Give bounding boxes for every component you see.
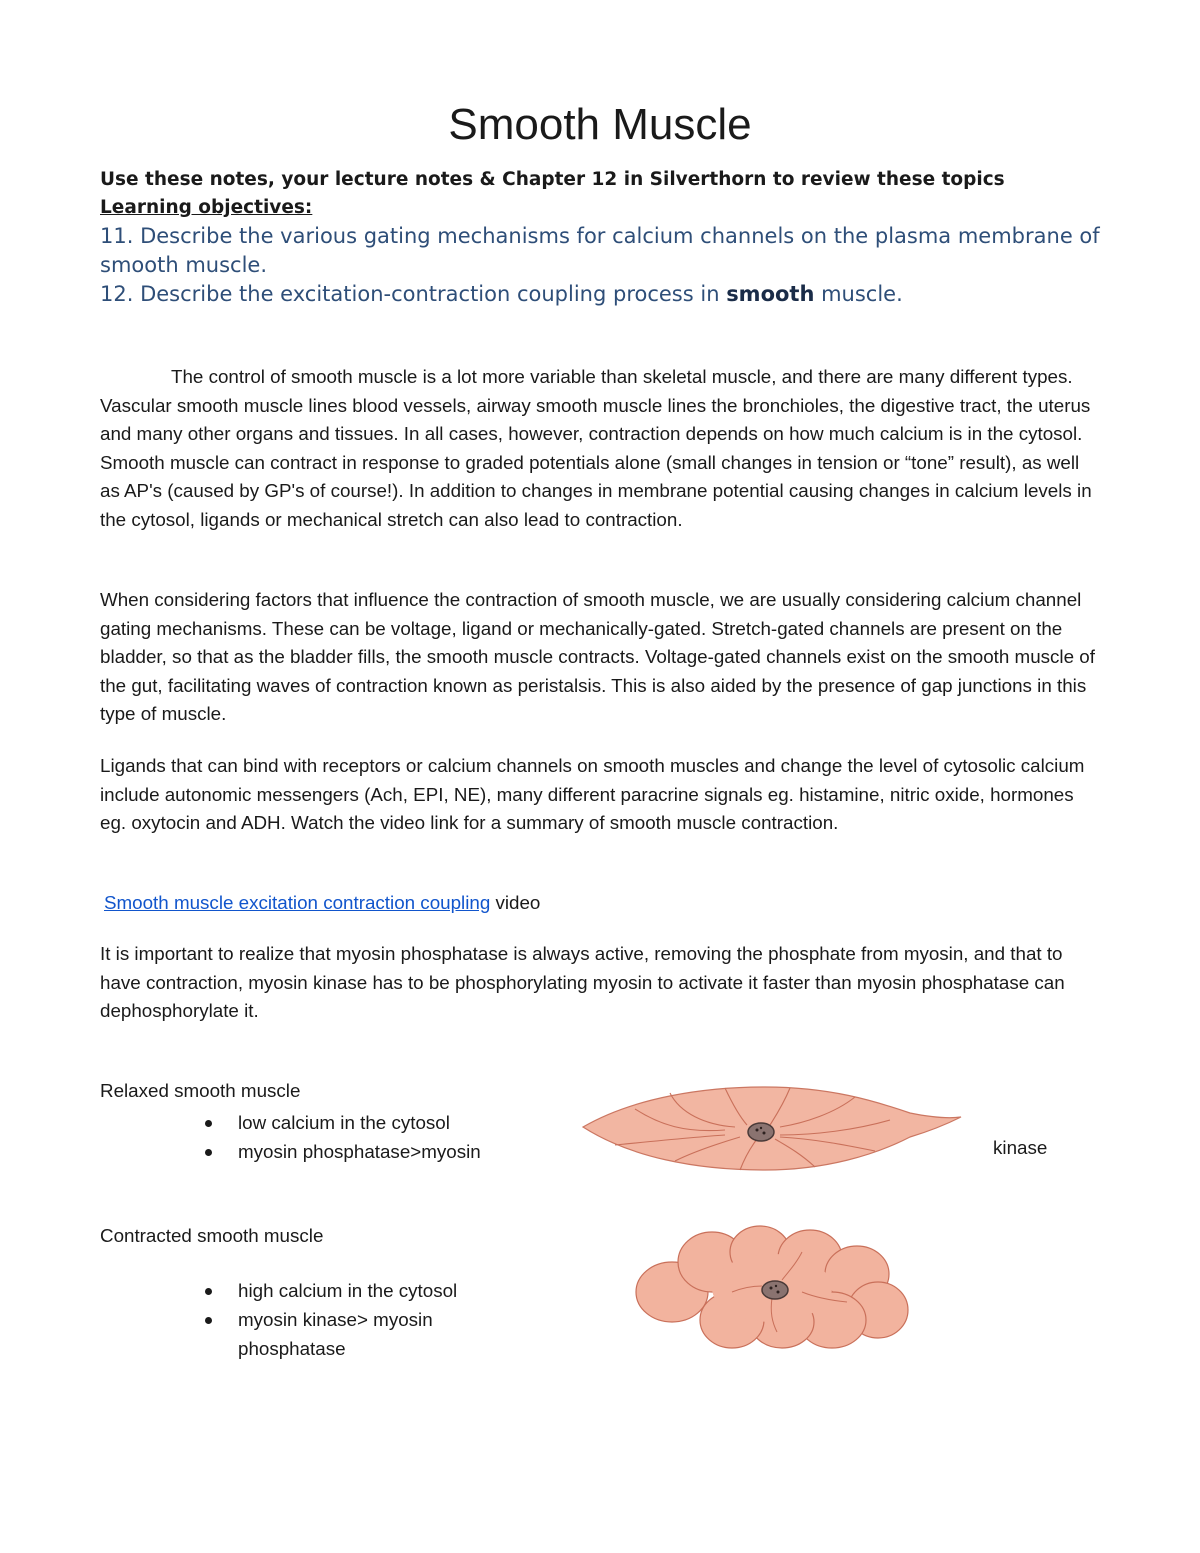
- contracted-cell-illustration: [632, 1222, 914, 1352]
- video-suffix: video: [490, 892, 541, 913]
- learning-objectives: [100, 222, 1100, 309]
- contracted-nucleus: [762, 1281, 788, 1299]
- objective-12-text: 12. Describe the excitation-contraction coupling process in: [100, 282, 727, 306]
- relaxed-bullets: [238, 1108, 481, 1166]
- contracted-bullet-enzyme-line1: myosin kinase> myosin: [238, 1309, 433, 1330]
- objective-12-end: muscle.: [814, 282, 903, 306]
- intro-text: [100, 166, 1110, 222]
- relaxed-nucleus: [748, 1123, 774, 1141]
- video-line: [104, 889, 1104, 918]
- paragraph-control: The control of smooth muscle is a lot more variable than skeletal muscle, and there are many different types. Vascular smooth muscle lines blood vessels, airway smooth muscle lines the bronchioles, the digestive tract, the uterus and many other organs and tissues. In all cases, however, contraction depends on how much calcium is in the cytosol. Smooth muscle can contract in response to graded potentials alone (small changes in tension or “tone” result), as well as AP's (caused by GP's of course!). In addition to changes in membrane potential causing changes in calcium levels in the cytosol, ligands or mechanical stretch can also lead to contraction.: [100, 366, 1092, 530]
- intro-instructions: Use these notes, your lecture notes & Chapter 12 in Silverthorn to review these topics: [100, 169, 1005, 190]
- relaxed-bullet-enzyme-tail: kinase: [993, 1137, 1048, 1158]
- learning-objectives-heading: Learning objectives:: [100, 197, 313, 218]
- objective-12: [100, 280, 1100, 309]
- contracted-bullets: [238, 1276, 457, 1363]
- paragraph-gating: When considering factors that influence the contraction of smooth muscle, we are usually considering calcium channel gating mechanisms. These can be voltage, ligand or mechanically-gated. Stretch-gated channels are present on the bladder, so that as the bladder fills, the smooth muscle contracts. Voltage-gated channels exist on the smooth muscle of the gut, facilitating waves of contraction known as peristalsis. This is also aided by the presence of gap junctions in this type of muscle.: [100, 589, 1095, 724]
- contracted-label: Contracted smooth muscle: [100, 1225, 324, 1246]
- relaxed-label: Relaxed smooth muscle: [100, 1080, 301, 1101]
- contracted-bullet-enzyme: [238, 1305, 457, 1363]
- contracted-bullet-enzyme-line2: phosphatase: [238, 1338, 346, 1359]
- page-title: Smooth Muscle: [448, 100, 752, 149]
- relaxed-bullet-enzyme: myosin phosphatase>myosin: [238, 1137, 481, 1166]
- video-link[interactable]: Smooth muscle excitation contraction coupling: [104, 892, 491, 913]
- paragraph-phosphatase: It is important to realize that myosin phosphatase is always active, removing the phosphate from myosin, and that to have contraction, myosin kinase has to be phosphorylating myosin to activate it faster than myosin phosphatase can dephosphorylate it.: [100, 943, 1065, 1021]
- paragraph-ligands: Ligands that can bind with receptors or calcium channels on smooth muscles and change the level of cytosolic calcium include autonomic messengers (Ach, EPI, NE), many different paracrine signals eg. histamine, nitric oxide, hormones eg. oxytocin and ADH. Watch the video link for a summary of smooth muscle contraction.: [100, 755, 1085, 833]
- contracted-bullet-calcium: high calcium in the cytosol: [238, 1276, 457, 1305]
- objective-12-bold: smooth: [726, 282, 815, 306]
- objective-11: 11. Describe the various gating mechanisms for calcium channels on the plasma membrane of smooth muscle.: [100, 224, 1100, 277]
- relaxed-bullet-calcium: low calcium in the cytosol: [238, 1108, 481, 1137]
- relaxed-cell-illustration: [575, 1075, 965, 1180]
